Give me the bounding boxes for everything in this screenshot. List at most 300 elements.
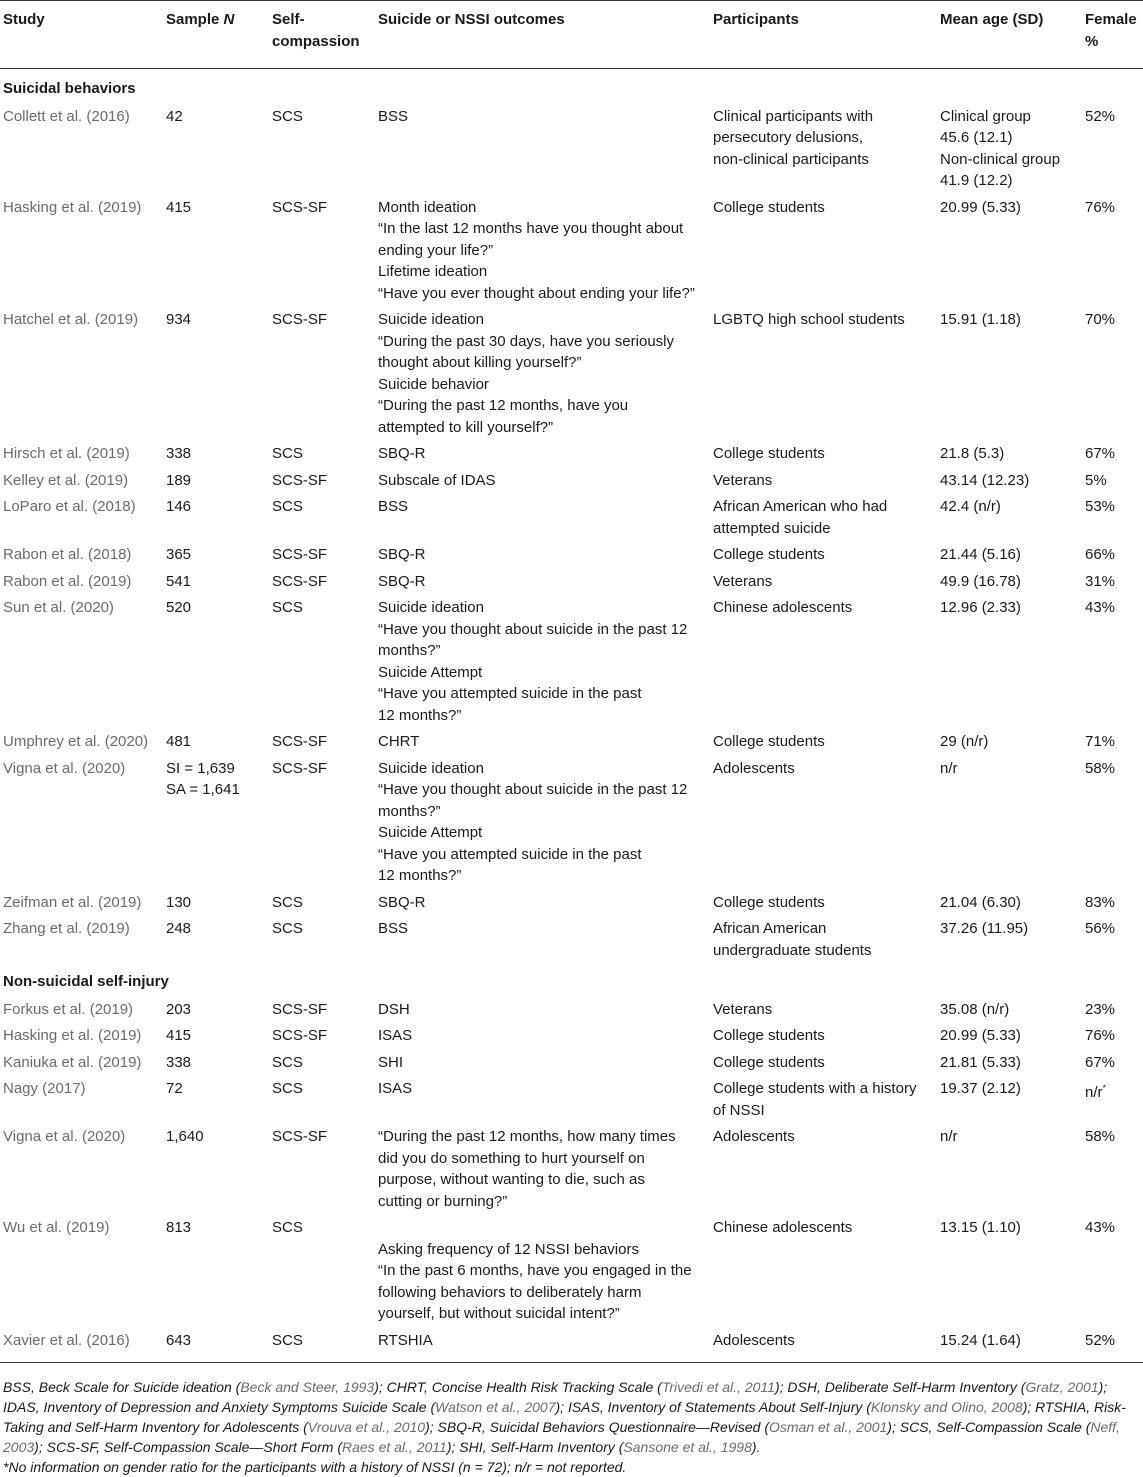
study-cell: Vigna et al. (2020) — [3, 1128, 126, 1145]
reference-link[interactable]: Osman et al., 2001 — [769, 1419, 888, 1435]
self-compassion-cell: SCS — [272, 1053, 303, 1071]
female-cell — [1082, 1122, 1143, 1213]
sample-cell-line: 541 — [166, 572, 192, 590]
abbrev-text: SCS, Self-Compassion Scale ( — [899, 1419, 1091, 1435]
participants-cell — [710, 1326, 937, 1363]
outcome-cell-line: BSS — [378, 920, 409, 937]
sample-cell — [163, 1048, 269, 1075]
female-cell — [1082, 914, 1143, 962]
participants-cell-line: Chinese adolescents — [713, 599, 853, 616]
outcome-cell-line: ISAS — [378, 1027, 413, 1044]
sample-cell — [163, 492, 269, 540]
mean-age-cell-line: 12.96 (2.33) — [940, 599, 1021, 616]
participants-cell-line: Adolescents — [713, 1128, 795, 1145]
abbrev-punct: ); — [425, 1419, 438, 1435]
female-cell — [1082, 466, 1143, 493]
reference-link[interactable]: Klonsky and Olino, 2008 — [870, 1399, 1023, 1415]
outcome-cell — [375, 888, 710, 915]
sample-cell-line: 130 — [166, 893, 192, 911]
table-row — [0, 102, 1143, 193]
mean-age-cell-line: 19.37 (2.12) — [940, 1080, 1021, 1097]
participants-cell-line: College students — [713, 198, 825, 216]
self-compassion-cell: SCS — [272, 893, 303, 911]
outcome-cell — [375, 305, 710, 439]
participants-cell-line: attempted suicide — [713, 519, 831, 537]
female-cell — [1082, 492, 1143, 540]
abbrev-text: IDAS, Inventory of Depression and Anxiety Symptoms Suicide Scale ( — [3, 1399, 436, 1415]
table-row — [0, 540, 1143, 567]
header-sample-label: Sample — [166, 11, 220, 28]
female-value: 70% — [1085, 311, 1116, 328]
female-footnote-mark: * — [1102, 1083, 1107, 1093]
sample-cell-line: 643 — [166, 1331, 192, 1349]
female-value: 5% — [1085, 471, 1107, 489]
sample-cell — [163, 305, 269, 439]
sample-cell-line: 338 — [166, 1053, 192, 1071]
abbrev-text: DSH, Deliberate Self-Harm Inventory ( — [787, 1379, 1026, 1395]
female-cell — [1082, 567, 1143, 594]
outcome-cell-line: “In the last 12 months have you thought about — [378, 220, 684, 237]
outcome-cell-line: Suicide ideation — [378, 599, 484, 616]
outcome-cell — [375, 492, 710, 540]
study-cell: Sun et al. (2020) — [3, 599, 114, 616]
participants-cell-line: LGBTQ high school students — [713, 311, 905, 328]
female-value: 52% — [1085, 1331, 1116, 1349]
outcome-cell-line: RTSHIA — [378, 1331, 433, 1349]
header-row — [0, 1, 1143, 69]
table-row — [0, 439, 1143, 466]
mean-age-cell-line: 21.81 (5.33) — [940, 1053, 1021, 1071]
female-value: 43% — [1085, 1219, 1116, 1236]
mean-age-cell — [937, 593, 1082, 727]
table-row — [0, 995, 1143, 1022]
abbrev-punct: ); — [774, 1379, 788, 1395]
outcome-cell-line: “Have you attempted suicide in the past — [378, 685, 642, 702]
female-cell — [1082, 305, 1143, 439]
abbrev-text: SHI, Self-Harm Inventory ( — [459, 1439, 624, 1455]
participants-cell-line: Veterans — [713, 572, 773, 590]
participants-cell-line: College students — [713, 546, 825, 563]
female-value: 56% — [1085, 920, 1116, 937]
outcome-cell — [375, 593, 710, 727]
self-compassion-cell: SCS-SF — [272, 759, 328, 777]
outcome-cell — [375, 995, 710, 1022]
participants-cell-line: African American who had — [713, 498, 888, 515]
table-row — [0, 754, 1143, 888]
sample-cell-line: 248 — [166, 920, 192, 937]
self-compassion-cell: SCS — [272, 498, 303, 515]
abbrev-text: SCS-SF, Self-Compassion Scale—Short Form ( — [46, 1439, 342, 1455]
female-value: 76% — [1085, 198, 1116, 216]
outcome-cell-line: SBQ-R — [378, 893, 426, 911]
participants-cell — [710, 1122, 937, 1213]
mean-age-cell-line: 21.04 (6.30) — [940, 893, 1021, 911]
mean-age-cell — [937, 1048, 1082, 1075]
participants-cell — [710, 439, 937, 466]
mean-age-cell — [937, 492, 1082, 540]
participants-cell-line: non-clinical participants — [713, 150, 869, 168]
reference-link[interactable]: Sansone et al., 1998 — [623, 1439, 752, 1455]
sample-cell-line: SA = 1,641 — [166, 781, 240, 798]
female-value: 76% — [1085, 1027, 1116, 1044]
outcome-cell-line: ending your life?” — [378, 241, 494, 259]
sample-cell-line: 189 — [166, 471, 192, 489]
self-compassion-cell: SCS-SF — [272, 198, 328, 216]
study-cell: Zeifman et al. (2019) — [3, 893, 142, 911]
participants-cell — [710, 914, 937, 962]
sample-cell — [163, 593, 269, 727]
participants-cell — [710, 193, 937, 306]
outcome-cell-line: following behaviors to deliberately harm — [378, 1283, 642, 1301]
outcome-cell-line: “During the past 12 months, how many times — [378, 1128, 676, 1145]
mean-age-cell — [937, 439, 1082, 466]
female-value: n/r — [1085, 1084, 1103, 1101]
sample-cell-line: 365 — [166, 546, 192, 563]
participants-cell — [710, 754, 937, 888]
outcome-cell-line: Suicide ideation — [378, 311, 484, 328]
outcome-cell — [375, 727, 710, 754]
female-cell — [1082, 1213, 1143, 1326]
sample-cell-line: 934 — [166, 311, 192, 328]
mean-age-cell — [937, 102, 1082, 193]
outcome-cell — [375, 439, 710, 466]
table-row — [0, 492, 1143, 540]
table-notes — [0, 1363, 1143, 1477]
female-value: 43% — [1085, 599, 1116, 616]
outcome-cell-line: Subscale of IDAS — [378, 471, 496, 489]
footnote-mark: * — [3, 1459, 9, 1475]
self-compassion-cell: SCS — [272, 445, 303, 462]
participants-cell-line: College students — [713, 1053, 825, 1071]
abbrev-text: BSS, Beck Scale for Suicide ideation ( — [3, 1379, 241, 1395]
outcome-cell-line: SBQ-R — [378, 445, 426, 462]
mean-age-cell-line: 35.08 (n/r) — [940, 1000, 1010, 1018]
sample-cell — [163, 102, 269, 193]
participants-cell-line: undergraduate students — [713, 941, 872, 959]
study-cell: Vigna et al. (2020) — [3, 759, 126, 777]
outcome-cell-line: BSS — [378, 107, 409, 125]
female-cell — [1082, 995, 1143, 1022]
sample-cell — [163, 1021, 269, 1048]
outcome-cell-line: did you do something to hurt yourself on — [378, 1149, 645, 1167]
mean-age-cell-line: 20.99 (5.33) — [940, 1027, 1021, 1044]
female-value: 67% — [1085, 1053, 1116, 1071]
participants-cell-line: College students — [713, 1027, 825, 1044]
table-row — [0, 1122, 1143, 1213]
study-cell: Zhang et al. (2019) — [3, 920, 130, 937]
mean-age-cell-line: Non-clinical group — [940, 150, 1061, 168]
outcome-cell-line: months?” — [378, 802, 441, 820]
outcome-cell — [375, 102, 710, 193]
table-row — [0, 567, 1143, 594]
study-cell: Hirsch et al. (2019) — [3, 445, 130, 462]
study-cell: Forkus et al. (2019) — [3, 1000, 134, 1018]
mean-age-cell-line: 21.8 (5.3) — [940, 445, 1005, 462]
abbrev-text: SBQ-R, Suicidal Behaviors Questionnaire—Revised ( — [437, 1419, 769, 1435]
outcome-cell-line: purpose, without wanting to die, such as — [378, 1171, 645, 1188]
sample-cell — [163, 754, 269, 888]
female-value: 58% — [1085, 759, 1116, 777]
mean-age-cell — [937, 1213, 1082, 1326]
self-compassion-cell: SCS-SF — [272, 311, 328, 328]
sample-cell-line: 338 — [166, 445, 192, 462]
table-body — [0, 69, 1143, 1363]
sample-cell-line: 146 — [166, 498, 192, 515]
study-cell: Wu et al. (2019) — [3, 1219, 110, 1236]
abbrev-punct: ); — [1098, 1379, 1108, 1395]
outcome-cell-line: DSH — [378, 1000, 410, 1018]
outcome-cell — [375, 540, 710, 567]
outcome-cell-line: SHI — [378, 1053, 404, 1071]
outcome-cell-line: “Have you thought about suicide in the past 12 — [378, 620, 688, 638]
sample-cell — [163, 914, 269, 962]
reference-link[interactable]: Watson et al., 2007 — [435, 1399, 556, 1415]
mean-age-cell — [937, 193, 1082, 306]
sample-cell — [163, 439, 269, 466]
section-row — [0, 962, 1143, 995]
female-cell — [1082, 540, 1143, 567]
participants-cell-line: Chinese adolescents — [713, 1219, 853, 1236]
reference-link[interactable]: Raes et al., 2011 — [342, 1439, 447, 1455]
header-study: Study — [3, 11, 45, 28]
participants-cell-line: Clinical participants with — [713, 107, 874, 125]
female-value: 52% — [1085, 107, 1116, 125]
self-compassion-cell: SCS-SF — [272, 733, 328, 750]
participants-cell-line: African American — [713, 920, 827, 937]
outcome-cell — [375, 754, 710, 888]
mean-age-cell-line: 45.6 (12.1) — [940, 129, 1013, 146]
abbrev-punct: ); — [34, 1439, 47, 1455]
mean-age-cell-line: 37.26 (11.95) — [940, 920, 1029, 937]
sample-cell-line: 203 — [166, 1000, 192, 1018]
sample-cell-line: 415 — [166, 1027, 192, 1044]
self-compassion-cell: SCS-SF — [272, 1027, 328, 1044]
study-cell: Kaniuka et al. (2019) — [3, 1053, 142, 1071]
self-compassion-cell: SCS — [272, 107, 303, 125]
female-value: 31% — [1085, 572, 1116, 590]
mean-age-cell-line: 21.44 (5.16) — [940, 546, 1021, 563]
header-mean-age: Mean age (SD) — [940, 11, 1044, 28]
mean-age-cell — [937, 1122, 1082, 1213]
mean-age-cell-line: 13.15 (1.10) — [940, 1219, 1021, 1236]
sample-cell-line: 520 — [166, 599, 192, 616]
mean-age-cell — [937, 1074, 1082, 1122]
participants-cell-line: Adolescents — [713, 1331, 795, 1349]
self-compassion-cell: SCS-SF — [272, 1000, 328, 1018]
outcome-cell-line: Suicide behavior — [378, 375, 489, 393]
outcome-cell — [375, 1122, 710, 1213]
sample-cell — [163, 888, 269, 915]
female-cell — [1082, 1021, 1143, 1048]
participants-cell-line: Veterans — [713, 471, 773, 489]
abbrev-punct: ). — [751, 1439, 761, 1455]
abbrev-punct: ); — [555, 1399, 568, 1415]
outcome-cell-line: “Have you ever thought about ending your life?” — [378, 284, 695, 302]
self-compassion-cell: SCS-SF — [272, 471, 328, 489]
sample-cell-line: 481 — [166, 733, 192, 750]
female-value: 58% — [1085, 1128, 1116, 1145]
abbrev-text: ISAS, Inventory of Statements About Self-Injury ( — [567, 1399, 871, 1415]
abbrev-text: CHRT, Concise Health Risk Tracking Scale ( — [386, 1379, 662, 1395]
table-row — [0, 1048, 1143, 1075]
participants-cell-line: Adolescents — [713, 759, 795, 777]
outcome-cell-line: yourself, but without suicidal intent?” — [378, 1305, 620, 1322]
mean-age-cell-line: 29 (n/r) — [940, 733, 989, 750]
table-row — [0, 1074, 1143, 1122]
participants-cell — [710, 593, 937, 727]
participants-cell-line: College students with a history — [713, 1080, 917, 1097]
abbrev-punct: ); — [446, 1439, 460, 1455]
female-cell — [1082, 439, 1143, 466]
outcome-cell-line: thought about killing yourself?” — [378, 354, 582, 371]
outcome-cell-line: SBQ-R — [378, 572, 426, 590]
abbrev-punct: ); — [374, 1379, 387, 1395]
outcome-cell-line: SBQ-R — [378, 546, 426, 563]
female-cell — [1082, 102, 1143, 193]
outcome-cell-line: Asking frequency of 12 NSSI behaviors — [378, 1240, 639, 1258]
mean-age-cell-line: 43.14 (12.23) — [940, 471, 1030, 489]
mean-age-cell-line: n/r — [940, 759, 958, 777]
abbrev-punct: ); — [887, 1419, 900, 1435]
reference-link[interactable]: Gratz, 2001 — [1025, 1379, 1099, 1395]
mean-age-cell — [937, 754, 1082, 888]
sample-cell — [163, 1074, 269, 1122]
section-title: Suicidal behaviors — [3, 80, 136, 97]
mean-age-cell — [937, 567, 1082, 594]
study-cell: Hasking et al. (2019) — [3, 1027, 142, 1044]
abbrev-punct: ); — [1022, 1399, 1036, 1415]
outcome-cell-line: ISAS — [378, 1080, 413, 1097]
self-compassion-cell: SCS-SF — [272, 546, 328, 563]
sample-cell — [163, 1213, 269, 1326]
outcome-cell-line: attempted to kill yourself?” — [378, 418, 554, 436]
female-cell — [1082, 754, 1143, 888]
header-outcomes: Suicide or NSSI outcomes — [378, 11, 565, 28]
abbrev-text: RTSHIA, Risk-Taking and Self-Harm Inventory for Adolescents ( — [3, 1399, 1126, 1435]
outcome-cell — [375, 193, 710, 306]
self-compassion-cell: SCS-SF — [272, 572, 328, 590]
sample-cell — [163, 995, 269, 1022]
outcome-cell — [375, 1213, 710, 1326]
female-cell — [1082, 727, 1143, 754]
participants-cell — [710, 102, 937, 193]
table-row — [0, 305, 1143, 439]
study-cell: Rabon et al. (2019) — [3, 572, 132, 590]
study-cell: Hatchel et al. (2019) — [3, 311, 139, 328]
study-cell: Umphrey et al. (2020) — [3, 733, 149, 750]
female-cell — [1082, 1048, 1143, 1075]
study-cell: Hasking et al. (2019) — [3, 198, 142, 216]
female-value: 23% — [1085, 1000, 1116, 1018]
outcome-cell-line: BSS — [378, 498, 409, 515]
outcome-cell-line: Lifetime ideation — [378, 263, 488, 280]
participants-cell-line: College students — [713, 733, 825, 750]
study-cell: Xavier et al. (2016) — [3, 1331, 130, 1349]
outcome-cell-line: “During the past 12 months, have you — [378, 397, 629, 414]
outcome-cell-line: cutting or burning?” — [378, 1192, 508, 1210]
mean-age-cell — [937, 888, 1082, 915]
header-participants: Participants — [713, 11, 799, 28]
mean-age-cell-line: Clinical group — [940, 107, 1031, 125]
study-cell: Kelley et al. (2019) — [3, 471, 129, 489]
mean-age-cell — [937, 1326, 1082, 1363]
participants-cell — [710, 305, 937, 439]
blank-line — [378, 1217, 708, 1239]
sample-cell-line: 813 — [166, 1219, 192, 1236]
table-row — [0, 1326, 1143, 1363]
participants-cell — [710, 492, 937, 540]
table-row — [0, 1021, 1143, 1048]
section-title: Non-suicidal self-injury — [3, 973, 169, 990]
participants-cell — [710, 540, 937, 567]
mean-age-cell-line: n/r — [940, 1128, 958, 1145]
outcome-cell — [375, 567, 710, 594]
table-row — [0, 193, 1143, 306]
study-cell: LoParo et al. (2018) — [3, 498, 136, 515]
study-cell: Rabon et al. (2018) — [3, 546, 132, 563]
mean-age-cell-line: 42.4 (n/r) — [940, 498, 1001, 515]
female-cell — [1082, 1326, 1143, 1363]
sample-cell — [163, 1122, 269, 1213]
header-sample — [163, 1, 269, 69]
participants-cell — [710, 1074, 937, 1122]
mean-age-cell — [937, 540, 1082, 567]
reference-link[interactable]: Vrouva et al., 2010 — [307, 1419, 426, 1435]
outcome-cell-line: “During the past 30 days, have you seriously — [378, 332, 674, 350]
female-cell — [1082, 593, 1143, 727]
outcome-cell-line: Suicide ideation — [378, 759, 484, 777]
sample-cell — [163, 466, 269, 493]
female-value: 67% — [1085, 445, 1116, 462]
participants-cell — [710, 1213, 937, 1326]
outcome-cell — [375, 914, 710, 962]
outcome-cell-line: “Have you thought about suicide in the past 12 — [378, 781, 688, 798]
mean-age-cell — [937, 727, 1082, 754]
participants-cell — [710, 567, 937, 594]
female-cell — [1082, 1074, 1143, 1122]
reference-link[interactable]: Trivedi et al., 2011 — [661, 1379, 775, 1395]
participants-cell-line: College students — [713, 445, 825, 462]
sample-cell — [163, 540, 269, 567]
participants-cell — [710, 888, 937, 915]
outcome-cell — [375, 1074, 710, 1122]
female-value: 71% — [1085, 733, 1116, 750]
self-compassion-cell: SCS-SF — [272, 1128, 328, 1145]
mean-age-cell-line: 49.9 (16.78) — [940, 572, 1021, 590]
reference-link[interactable]: Beck and Steer, 1993 — [240, 1379, 375, 1395]
sample-cell-line: 1,640 — [166, 1128, 204, 1145]
sample-cell — [163, 567, 269, 594]
participants-cell-line: Veterans — [713, 1000, 773, 1018]
table-row — [0, 914, 1143, 962]
self-compassion-cell: SCS — [272, 920, 303, 937]
outcome-cell-line: “In the past 6 months, have you engaged in the — [378, 1262, 692, 1279]
participants-cell-line: persecutory delusions, — [713, 129, 864, 146]
mean-age-cell-line: 20.99 (5.33) — [940, 198, 1021, 216]
sample-cell-line: SI = 1,639 — [166, 759, 235, 777]
participants-cell — [710, 727, 937, 754]
participants-cell — [710, 1048, 937, 1075]
self-compassion-cell: SCS — [272, 1080, 303, 1097]
female-value: 53% — [1085, 498, 1116, 515]
outcome-cell-line: 12 months?” — [378, 867, 462, 884]
participants-cell-line: of NSSI — [713, 1101, 765, 1119]
outcome-cell — [375, 466, 710, 493]
mean-age-cell-line: 41.9 (12.2) — [940, 172, 1013, 189]
table-row — [0, 727, 1143, 754]
mean-age-cell — [937, 914, 1082, 962]
reference-link[interactable]: Neff, 2003 — [3, 1419, 1120, 1455]
